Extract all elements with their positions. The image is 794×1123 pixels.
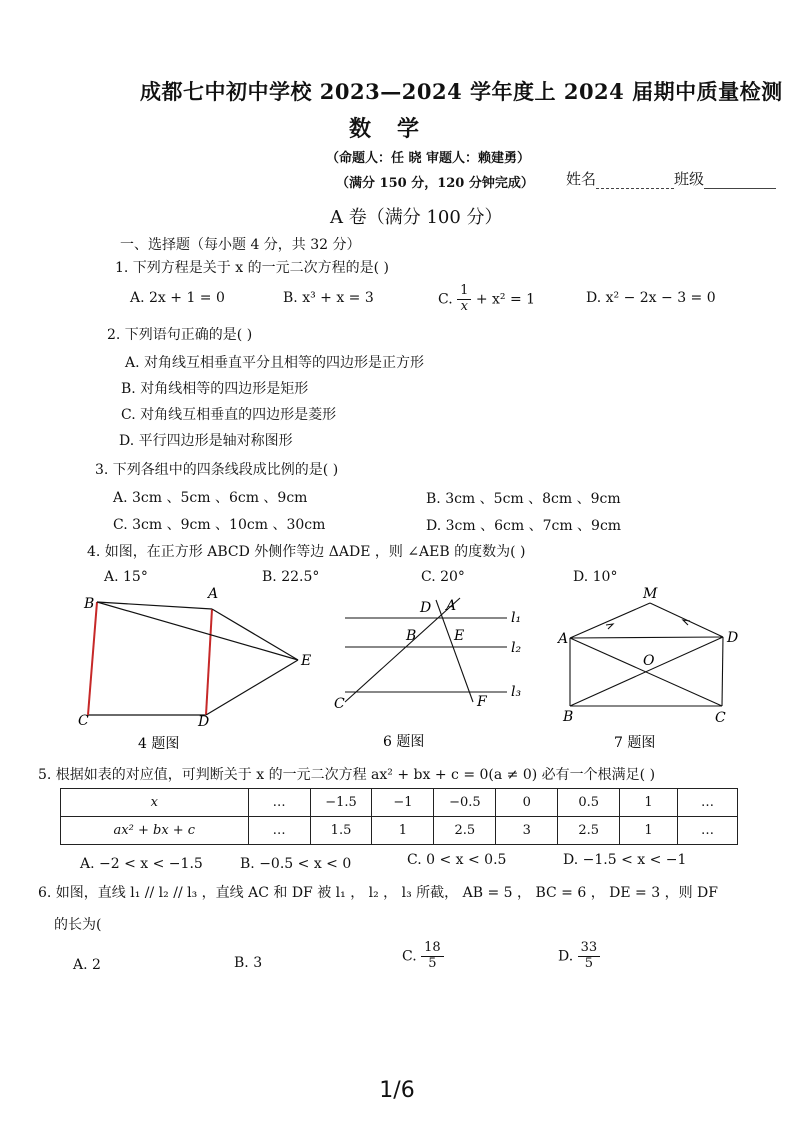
q3-option-d: D. 3cm 、6cm 、7cm 、9cm [426, 518, 622, 534]
fig7-arrow-md [683, 620, 690, 625]
fig7-caption: 7 题图 [614, 735, 656, 751]
q5-row1-cell: 0.5 [558, 789, 620, 817]
fig4-label-e: E [301, 653, 312, 669]
fig6-label-e: E [454, 628, 465, 644]
authors-line: （命题人：任 晓 审题人：赖建勇） [326, 151, 531, 166]
q6-option-a: A. 2 [73, 957, 101, 973]
q5-row1-cell: −1.5 [310, 789, 372, 817]
subject-title: 数学 [348, 116, 445, 142]
fig6-caption: 6 题图 [383, 734, 425, 750]
q5-row1-cell: −0.5 [434, 789, 496, 817]
q2-option-d: D. 平行四边形是轴对称图形 [119, 433, 293, 449]
class-blank [704, 170, 776, 189]
q5-row1-cell: 0 [496, 789, 558, 817]
q4-option-a: A. 15° [104, 569, 148, 585]
fig6-label-f: F [477, 694, 487, 710]
fig4-side-ba [97, 602, 212, 609]
page-number: 1/6 [379, 1078, 415, 1103]
q2-option-a: A. 对角线互相垂直平分且相等的四边形是正方形 [125, 355, 425, 371]
fig4-label-c: C [78, 713, 89, 729]
q5-row2-header: ax² + bx + c [61, 817, 249, 845]
fig7-label-b: B [563, 709, 574, 725]
class-label: 班级 [674, 170, 705, 188]
name-label: 姓名 [566, 170, 597, 188]
fig7-label-o: O [643, 653, 655, 669]
q1-option-d: D. x² − 2x − 3 = 0 [586, 290, 716, 306]
q5-stem: 5. 根据如表的对应值，可判断关于 x 的一元二次方程 ax² + bx + c = 0(a ≠ 0) 必有一个根满足( ) [38, 767, 656, 783]
q4-option-b: B. 22.5° [262, 569, 320, 585]
q1-option-c [438, 284, 535, 315]
q5-row1-cell: … [248, 789, 310, 817]
fig7-side-am [570, 603, 650, 638]
q6-stem-line2: 的长为( [54, 917, 102, 933]
fig4-side-bc [88, 602, 97, 715]
q5-row1-cell: −1 [372, 789, 434, 817]
fig6-line-ac [345, 598, 460, 702]
fig7-label-m: M [643, 586, 658, 602]
fig4-side-de [206, 660, 298, 715]
q4-option-d: D. 10° [573, 569, 618, 585]
fig7-label-d: D [727, 630, 739, 646]
q6-c-den: 5 [428, 955, 437, 971]
fig6-label-l3: l₃ [511, 684, 522, 700]
fig6-label-l2: l₂ [511, 640, 522, 656]
q5-row2-cell: 2.5 [434, 817, 496, 845]
q4-stem: 4. 如图，在正方形 ABCD 外侧作等边 ΔADE ，则 ∠AEB 的度数为( ) [87, 544, 526, 560]
q1-c-den: x [460, 298, 468, 314]
fig7-side-ad [570, 637, 723, 638]
q6-d-label: D. [558, 948, 574, 965]
q1-stem: 1. 下列方程是关于 x 的一元二次方程的是( ) [115, 260, 389, 276]
exam-info: （满分 150 分，120 分钟完成） [336, 176, 534, 191]
q2-stem: 2. 下列语句正确的是( ) [107, 327, 253, 343]
q2-option-b: B. 对角线相等的四边形是矩形 [121, 381, 309, 397]
q5-table-row-value [61, 817, 738, 845]
q5-row2-cell: 1 [372, 817, 434, 845]
q3-option-a: A. 3cm 、5cm 、6cm 、9cm [113, 490, 308, 506]
q6-option-b: B. 3 [234, 955, 263, 971]
q1-option-b: B. x³ + x = 3 [283, 290, 374, 306]
q4-option-c: C. 20° [421, 569, 465, 585]
fig7-arrow-am [606, 624, 613, 629]
fig7-side-cd [722, 637, 723, 706]
q5-option-c: C. 0 < x < 0.5 [407, 852, 507, 868]
q5-row2-cell: … [248, 817, 310, 845]
part-one-heading: 一、选择题（每小题 4 分，共 32 分） [120, 237, 361, 253]
fig4-label-d: D [198, 714, 210, 730]
q1-option-a: A. 2x + 1 = 0 [130, 290, 225, 306]
q6-option-d [558, 941, 600, 972]
fig6-label-a: A [446, 598, 457, 614]
q6-c-num: 18 [421, 941, 444, 957]
q5-option-b: B. −0.5 < x < 0 [240, 856, 352, 872]
q5-value-table [60, 788, 738, 845]
fig6-label-c: C [334, 696, 345, 712]
fig7-label-a: A [558, 631, 569, 647]
q5-row2-cell: 1.5 [310, 817, 372, 845]
q1-c-label: C. [438, 291, 453, 308]
figures-area [0, 580, 794, 755]
fig6-label-l1: l₁ [511, 610, 522, 626]
fig4-side-ad [206, 609, 212, 715]
q6-c-label: C. [402, 948, 417, 965]
q5-option-a: A. −2 < x < −1.5 [80, 856, 203, 872]
q6-d-den: 5 [584, 955, 594, 971]
q1-c-num: 1 [457, 284, 471, 300]
exam-title: 成都七中初中学校 2023—2024 学年度上 2024 届期中质量检测 [140, 79, 783, 104]
fig4-label-b: B [84, 596, 95, 612]
q2-option-c: C. 对角线互相垂直的四边形是菱形 [121, 407, 337, 423]
fig6-label-b: B [406, 628, 417, 644]
fig6-label-d: D [420, 600, 432, 616]
fig4-caption: 4 题图 [138, 736, 180, 752]
figure-4 [88, 602, 298, 715]
q6-stem-line1: 6. 如图，直线 l₁ // l₂ // l₃ ，直线 AC 和 DF 被 l₁ ， l₂ ， l₃ 所截， AB = 5 ， BC = 6 ， DE = 3 ，则 DF [38, 885, 718, 901]
fig4-side-ae [212, 609, 298, 660]
q6-option-c [402, 941, 444, 972]
section-a-title: A 卷（满分 100 分） [330, 207, 503, 228]
q1-c-fraction [457, 284, 471, 315]
name-field [566, 168, 776, 189]
q1-c-rest: + x² = 1 [475, 291, 536, 308]
q6-d-fraction [578, 941, 601, 972]
q5-row2-cell: … [678, 817, 738, 845]
q3-stem: 3. 下列各组中的四条线段成比例的是( ) [95, 462, 339, 478]
q5-row1-cell: … [678, 789, 738, 817]
q5-option-d: D. −1.5 < x < −1 [563, 852, 687, 868]
q3-option-b: B. 3cm 、5cm 、8cm 、9cm [426, 491, 621, 507]
fig6-line-df [436, 600, 473, 702]
fig7-label-c: C [715, 710, 726, 726]
name-blank [596, 170, 674, 189]
q5-row1-cell: 1 [620, 789, 678, 817]
q5-row1-header: x [61, 789, 249, 817]
fig4-segment-be [97, 602, 298, 660]
q6-c-fraction [421, 941, 444, 972]
q5-row2-cell: 2.5 [558, 817, 620, 845]
q5-row2-cell: 3 [496, 817, 558, 845]
q5-row2-cell: 1 [620, 817, 678, 845]
q6-d-num: 33 [578, 941, 601, 957]
fig4-label-a: A [208, 586, 219, 602]
q3-option-c: C. 3cm 、9cm 、10cm 、30cm [113, 517, 326, 533]
q5-table-row-x [61, 789, 738, 817]
